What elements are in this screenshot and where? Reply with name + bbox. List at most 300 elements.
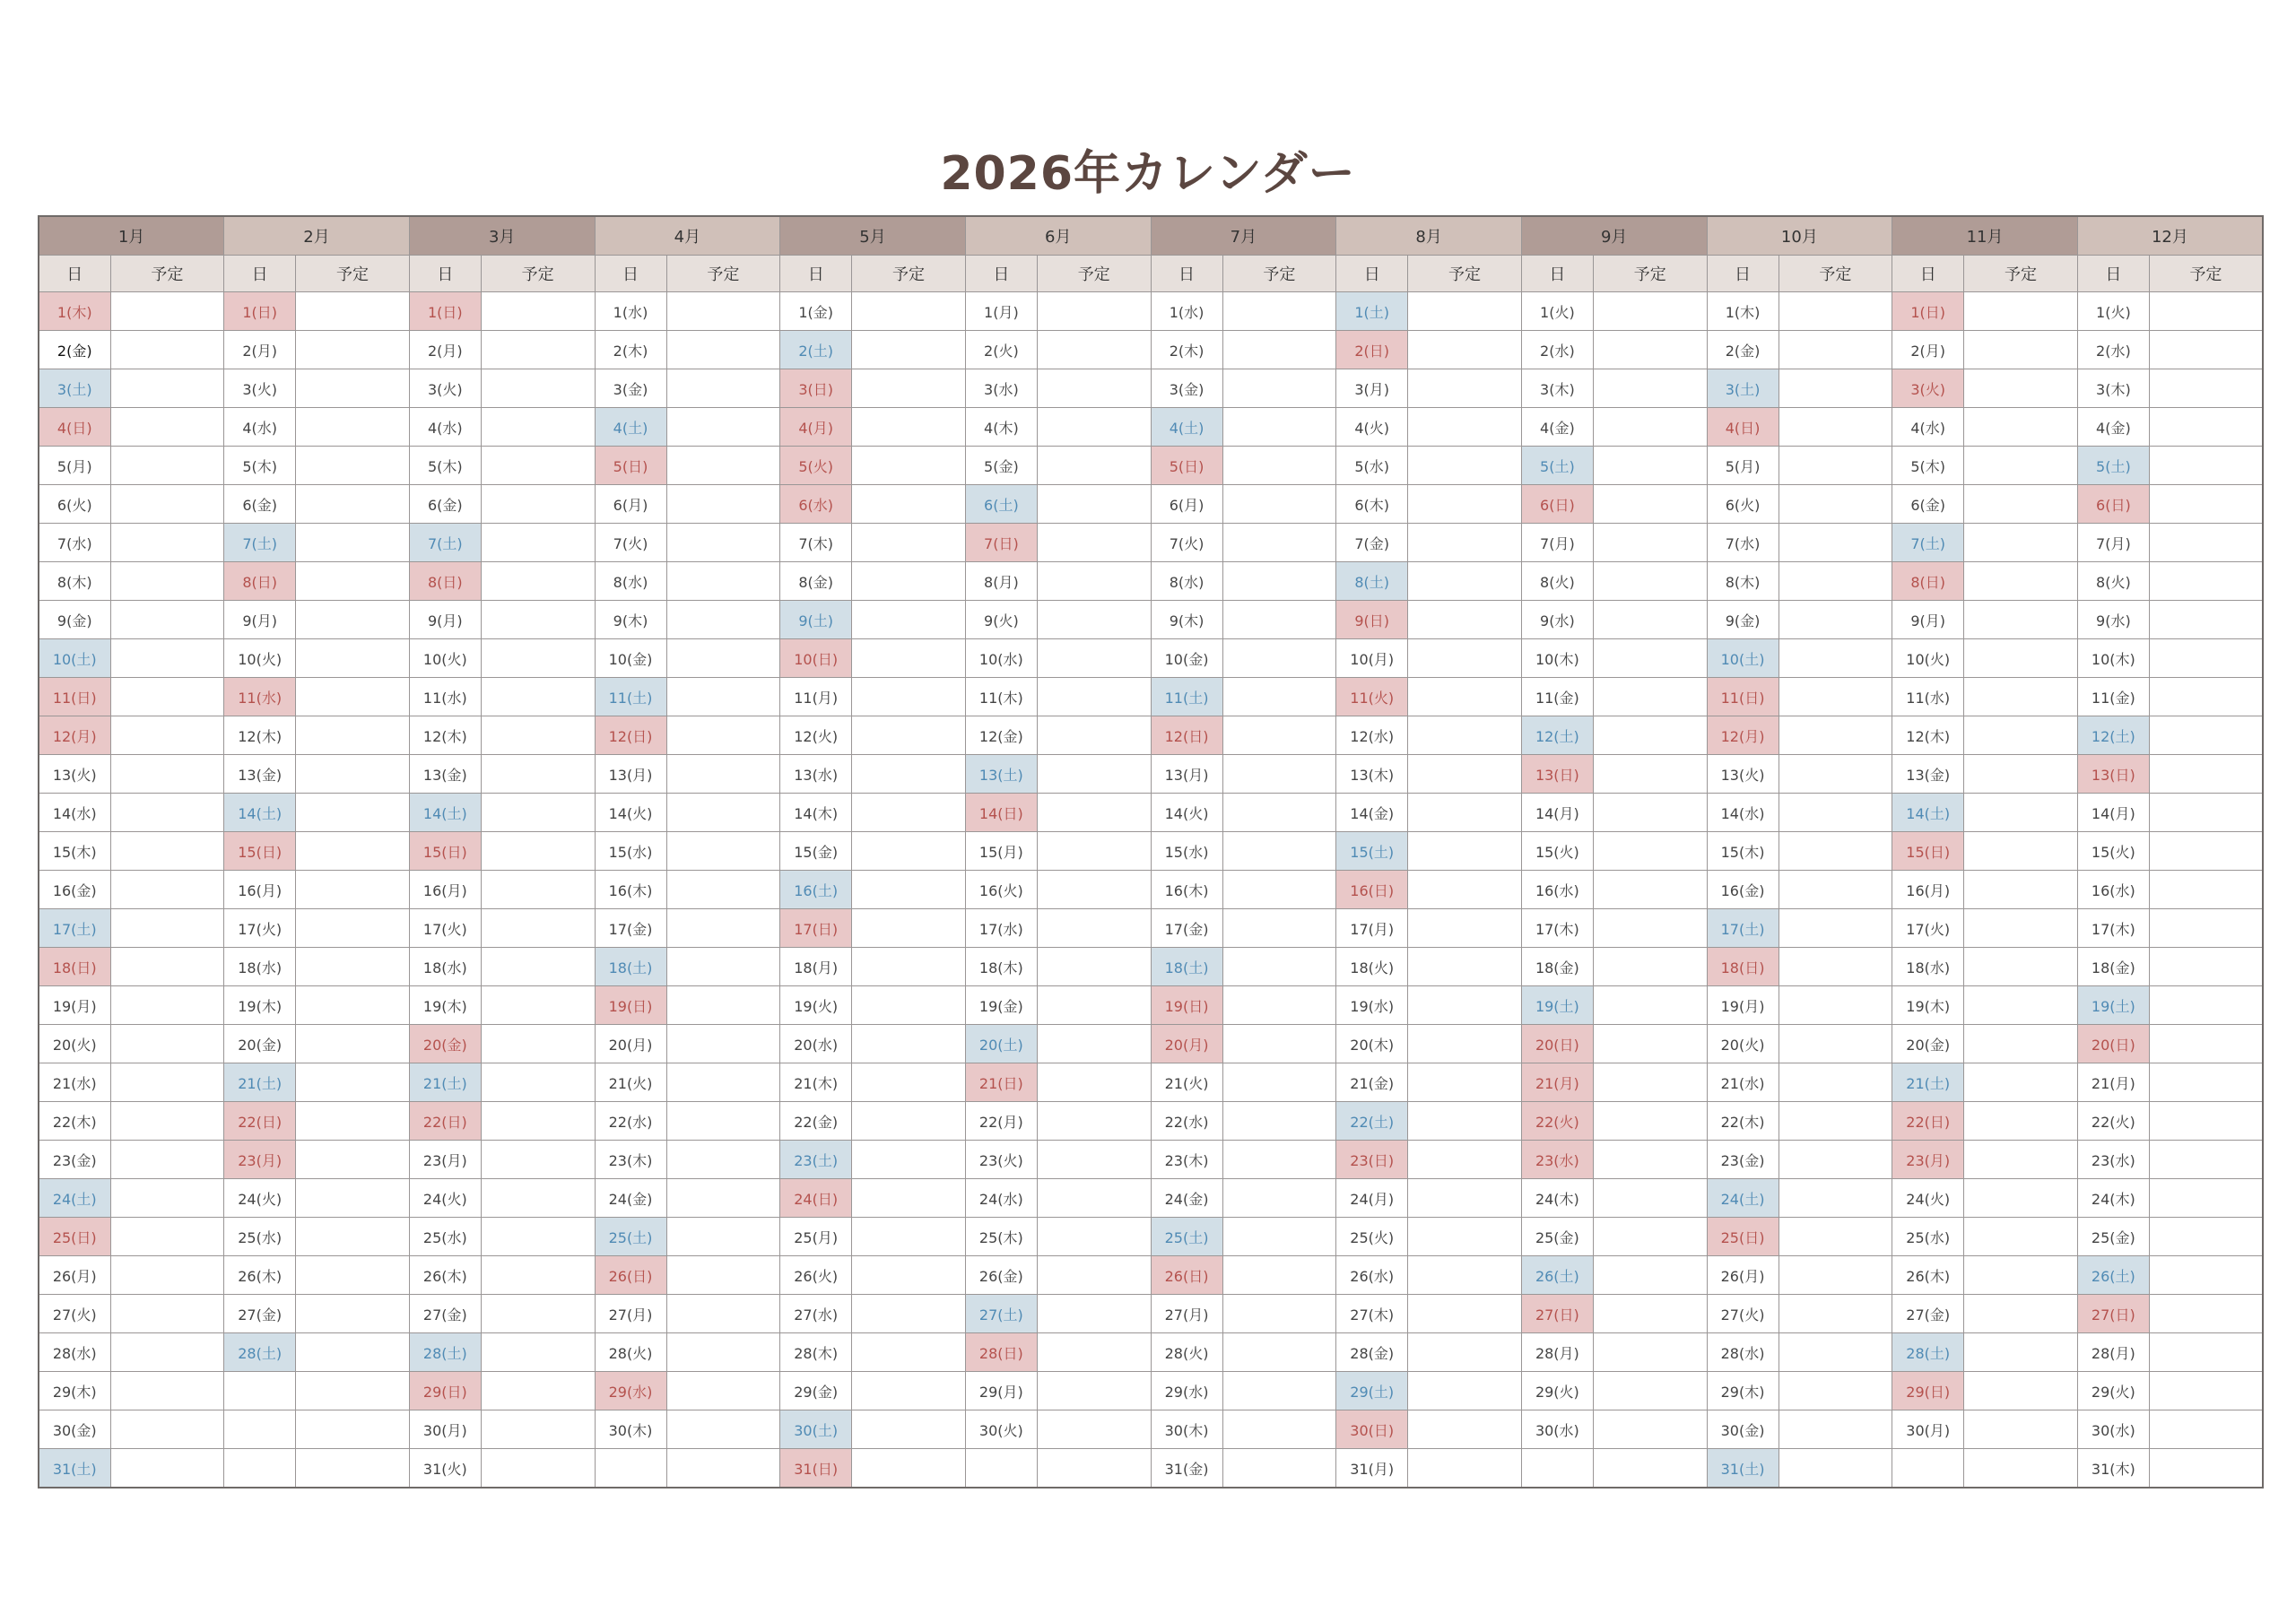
plan-cell[interactable] (666, 1179, 780, 1218)
plan-cell[interactable] (1964, 948, 2078, 986)
plan-cell[interactable] (1779, 1410, 1892, 1449)
plan-cell[interactable] (1964, 408, 2078, 447)
plan-cell[interactable] (110, 1449, 224, 1488)
plan-cell[interactable] (481, 1063, 595, 1102)
plan-cell[interactable] (1408, 678, 1522, 716)
plan-cell[interactable] (1222, 1063, 1336, 1102)
plan-cell[interactable] (852, 716, 966, 755)
plan-cell[interactable] (1037, 832, 1151, 871)
plan-cell[interactable] (666, 909, 780, 948)
plan-cell[interactable] (852, 485, 966, 524)
plan-cell[interactable] (1037, 562, 1151, 601)
plan-cell[interactable] (110, 794, 224, 832)
plan-cell[interactable] (481, 871, 595, 909)
plan-cell[interactable] (1222, 639, 1336, 678)
plan-cell[interactable] (110, 755, 224, 794)
plan-cell[interactable] (296, 1256, 410, 1295)
plan-cell[interactable] (481, 408, 595, 447)
plan-cell[interactable] (1408, 1141, 1522, 1179)
plan-cell[interactable] (1593, 794, 1707, 832)
plan-cell[interactable] (1964, 755, 2078, 794)
plan-cell[interactable] (1037, 601, 1151, 639)
plan-cell[interactable] (1779, 678, 1892, 716)
plan-cell[interactable] (852, 1102, 966, 1141)
plan-cell[interactable] (481, 1141, 595, 1179)
plan-cell[interactable] (2149, 447, 2263, 485)
plan-cell[interactable] (1964, 1179, 2078, 1218)
plan-cell[interactable] (1779, 524, 1892, 562)
plan-cell[interactable] (1779, 1256, 1892, 1295)
plan-cell[interactable] (1779, 1218, 1892, 1256)
plan-cell[interactable] (1779, 1333, 1892, 1372)
plan-cell[interactable] (481, 1295, 595, 1333)
plan-cell[interactable] (110, 1063, 224, 1102)
plan-cell[interactable] (852, 1333, 966, 1372)
plan-cell[interactable] (1037, 1025, 1151, 1063)
plan-cell[interactable] (1037, 948, 1151, 986)
plan-cell[interactable] (1408, 562, 1522, 601)
plan-cell[interactable] (110, 369, 224, 408)
plan-cell[interactable] (1037, 408, 1151, 447)
plan-cell[interactable] (666, 524, 780, 562)
plan-cell[interactable] (481, 1102, 595, 1141)
plan-cell[interactable] (1964, 447, 2078, 485)
plan-cell[interactable] (110, 1179, 224, 1218)
plan-cell[interactable] (110, 871, 224, 909)
plan-cell[interactable] (1964, 909, 2078, 948)
plan-cell[interactable] (1222, 1295, 1336, 1333)
plan-cell[interactable] (1408, 794, 1522, 832)
plan-cell[interactable] (852, 871, 966, 909)
plan-cell[interactable] (296, 1218, 410, 1256)
plan-cell[interactable] (666, 1333, 780, 1372)
plan-cell[interactable] (1593, 1295, 1707, 1333)
plan-cell[interactable] (1779, 986, 1892, 1025)
plan-cell[interactable] (1964, 292, 2078, 331)
plan-cell[interactable] (1222, 1179, 1336, 1218)
plan-cell[interactable] (110, 1295, 224, 1333)
plan-cell[interactable] (1593, 1102, 1707, 1141)
plan-cell[interactable] (296, 562, 410, 601)
plan-cell[interactable] (852, 1179, 966, 1218)
plan-cell[interactable] (1222, 986, 1336, 1025)
plan-cell[interactable] (481, 678, 595, 716)
plan-cell[interactable] (1408, 1333, 1522, 1372)
plan-cell[interactable] (296, 986, 410, 1025)
plan-cell[interactable] (1408, 871, 1522, 909)
plan-cell[interactable] (2149, 601, 2263, 639)
plan-cell[interactable] (852, 524, 966, 562)
plan-cell[interactable] (666, 1295, 780, 1333)
plan-cell[interactable] (852, 832, 966, 871)
plan-cell[interactable] (1037, 1372, 1151, 1410)
plan-cell[interactable] (1037, 1218, 1151, 1256)
plan-cell[interactable] (481, 1333, 595, 1372)
plan-cell[interactable] (1222, 1025, 1336, 1063)
plan-cell[interactable] (1593, 447, 1707, 485)
plan-cell[interactable] (666, 369, 780, 408)
plan-cell[interactable] (666, 601, 780, 639)
plan-cell[interactable] (1779, 755, 1892, 794)
plan-cell[interactable] (666, 1372, 780, 1410)
plan-cell[interactable] (852, 369, 966, 408)
plan-cell[interactable] (666, 1102, 780, 1141)
plan-cell[interactable] (1037, 755, 1151, 794)
plan-cell[interactable] (1037, 292, 1151, 331)
plan-cell[interactable] (296, 794, 410, 832)
plan-cell[interactable] (1408, 1256, 1522, 1295)
plan-cell[interactable] (1593, 331, 1707, 369)
plan-cell[interactable] (666, 1218, 780, 1256)
plan-cell[interactable] (1408, 369, 1522, 408)
plan-cell[interactable] (1593, 524, 1707, 562)
plan-cell[interactable] (1408, 832, 1522, 871)
plan-cell[interactable] (1037, 1141, 1151, 1179)
plan-cell[interactable] (1037, 639, 1151, 678)
plan-cell[interactable] (1408, 408, 1522, 447)
plan-cell[interactable] (1964, 369, 2078, 408)
plan-cell[interactable] (481, 986, 595, 1025)
plan-cell[interactable] (1222, 524, 1336, 562)
plan-cell[interactable] (110, 1333, 224, 1372)
plan-cell[interactable] (1779, 794, 1892, 832)
plan-cell[interactable] (2149, 794, 2263, 832)
plan-cell[interactable] (852, 755, 966, 794)
plan-cell[interactable] (1222, 447, 1336, 485)
plan-cell[interactable] (1964, 1295, 2078, 1333)
plan-cell[interactable] (852, 794, 966, 832)
plan-cell[interactable] (666, 1141, 780, 1179)
plan-cell[interactable] (1779, 716, 1892, 755)
plan-cell[interactable] (1593, 1333, 1707, 1372)
plan-cell[interactable] (852, 1449, 966, 1488)
plan-cell[interactable] (1593, 948, 1707, 986)
plan-cell[interactable] (296, 524, 410, 562)
plan-cell[interactable] (2149, 1025, 2263, 1063)
plan-cell[interactable] (666, 794, 780, 832)
plan-cell[interactable] (1779, 408, 1892, 447)
plan-cell[interactable] (1222, 601, 1336, 639)
plan-cell[interactable] (1964, 1141, 2078, 1179)
plan-cell[interactable] (1779, 1449, 1892, 1488)
plan-cell[interactable] (296, 909, 410, 948)
plan-cell[interactable] (481, 1449, 595, 1488)
plan-cell[interactable] (1408, 639, 1522, 678)
plan-cell[interactable] (852, 1063, 966, 1102)
plan-cell[interactable] (852, 1025, 966, 1063)
plan-cell[interactable] (1222, 1256, 1336, 1295)
plan-cell[interactable] (1037, 1102, 1151, 1141)
plan-cell[interactable] (1408, 716, 1522, 755)
plan-cell[interactable] (1964, 1256, 2078, 1295)
plan-cell[interactable] (2149, 716, 2263, 755)
plan-cell[interactable] (852, 948, 966, 986)
plan-cell[interactable] (481, 447, 595, 485)
plan-cell[interactable] (666, 716, 780, 755)
plan-cell[interactable] (481, 755, 595, 794)
plan-cell[interactable] (1779, 909, 1892, 948)
plan-cell[interactable] (2149, 639, 2263, 678)
plan-cell[interactable] (666, 447, 780, 485)
plan-cell[interactable] (666, 1063, 780, 1102)
plan-cell[interactable] (1408, 1449, 1522, 1488)
plan-cell[interactable] (1222, 678, 1336, 716)
plan-cell[interactable] (1779, 369, 1892, 408)
plan-cell[interactable] (1593, 369, 1707, 408)
plan-cell[interactable] (2149, 1141, 2263, 1179)
plan-cell[interactable] (110, 909, 224, 948)
plan-cell[interactable] (1408, 292, 1522, 331)
plan-cell[interactable] (852, 562, 966, 601)
plan-cell[interactable] (1779, 1295, 1892, 1333)
plan-cell[interactable] (1037, 1063, 1151, 1102)
plan-cell[interactable] (296, 1063, 410, 1102)
plan-cell[interactable] (1964, 871, 2078, 909)
plan-cell[interactable] (852, 331, 966, 369)
plan-cell[interactable] (2149, 1410, 2263, 1449)
plan-cell[interactable] (1593, 871, 1707, 909)
plan-cell[interactable] (110, 1102, 224, 1141)
plan-cell[interactable] (110, 447, 224, 485)
plan-cell[interactable] (1222, 1410, 1336, 1449)
plan-cell[interactable] (1593, 562, 1707, 601)
plan-cell[interactable] (1037, 485, 1151, 524)
plan-cell[interactable] (110, 1025, 224, 1063)
plan-cell[interactable] (110, 1410, 224, 1449)
plan-cell[interactable] (1408, 1295, 1522, 1333)
plan-cell[interactable] (296, 716, 410, 755)
plan-cell[interactable] (1408, 948, 1522, 986)
plan-cell[interactable] (481, 562, 595, 601)
plan-cell[interactable] (110, 292, 224, 331)
plan-cell[interactable] (481, 794, 595, 832)
plan-cell[interactable] (1964, 832, 2078, 871)
plan-cell[interactable] (666, 1410, 780, 1449)
plan-cell[interactable] (852, 986, 966, 1025)
plan-cell[interactable] (2149, 871, 2263, 909)
plan-cell[interactable] (296, 408, 410, 447)
plan-cell[interactable] (1408, 909, 1522, 948)
plan-cell[interactable] (666, 485, 780, 524)
plan-cell[interactable] (296, 678, 410, 716)
plan-cell[interactable] (1593, 1372, 1707, 1410)
plan-cell[interactable] (296, 755, 410, 794)
plan-cell[interactable] (1222, 794, 1336, 832)
plan-cell[interactable] (1408, 1063, 1522, 1102)
plan-cell[interactable] (666, 871, 780, 909)
plan-cell[interactable] (666, 408, 780, 447)
plan-cell[interactable] (296, 601, 410, 639)
plan-cell[interactable] (1593, 1141, 1707, 1179)
plan-cell[interactable] (1037, 369, 1151, 408)
plan-cell[interactable] (110, 832, 224, 871)
plan-cell[interactable] (1964, 1025, 2078, 1063)
plan-cell[interactable] (481, 1372, 595, 1410)
plan-cell[interactable] (481, 832, 595, 871)
plan-cell[interactable] (1593, 755, 1707, 794)
plan-cell[interactable] (1593, 1063, 1707, 1102)
plan-cell[interactable] (1593, 986, 1707, 1025)
plan-cell[interactable] (1037, 447, 1151, 485)
plan-cell[interactable] (2149, 1295, 2263, 1333)
plan-cell[interactable] (1964, 794, 2078, 832)
plan-cell[interactable] (110, 639, 224, 678)
plan-cell[interactable] (481, 716, 595, 755)
plan-cell[interactable] (481, 1179, 595, 1218)
plan-cell[interactable] (666, 562, 780, 601)
plan-cell[interactable] (110, 562, 224, 601)
plan-cell[interactable] (1964, 1372, 2078, 1410)
plan-cell[interactable] (2149, 909, 2263, 948)
plan-cell[interactable] (1408, 524, 1522, 562)
plan-cell[interactable] (296, 485, 410, 524)
plan-cell[interactable] (852, 1295, 966, 1333)
plan-cell[interactable] (1964, 1333, 2078, 1372)
plan-cell[interactable] (481, 909, 595, 948)
plan-cell[interactable] (1779, 1063, 1892, 1102)
plan-cell[interactable] (1222, 562, 1336, 601)
plan-cell[interactable] (852, 292, 966, 331)
plan-cell[interactable] (666, 1256, 780, 1295)
plan-cell[interactable] (1408, 447, 1522, 485)
plan-cell[interactable] (1222, 292, 1336, 331)
plan-cell[interactable] (1222, 832, 1336, 871)
plan-cell[interactable] (1779, 1179, 1892, 1218)
plan-cell[interactable] (852, 1410, 966, 1449)
plan-cell[interactable] (1037, 909, 1151, 948)
plan-cell[interactable] (1964, 678, 2078, 716)
plan-cell[interactable] (2149, 1333, 2263, 1372)
plan-cell[interactable] (110, 986, 224, 1025)
plan-cell[interactable] (481, 1025, 595, 1063)
plan-cell[interactable] (1408, 1179, 1522, 1218)
plan-cell[interactable] (2149, 948, 2263, 986)
plan-cell[interactable] (1222, 755, 1336, 794)
plan-cell[interactable] (2149, 1218, 2263, 1256)
plan-cell[interactable] (1037, 871, 1151, 909)
plan-cell[interactable] (296, 948, 410, 986)
plan-cell[interactable] (2149, 1372, 2263, 1410)
plan-cell[interactable] (2149, 562, 2263, 601)
plan-cell[interactable] (1408, 1102, 1522, 1141)
plan-cell[interactable] (666, 331, 780, 369)
plan-cell[interactable] (2149, 1179, 2263, 1218)
plan-cell[interactable] (1037, 1179, 1151, 1218)
plan-cell[interactable] (481, 639, 595, 678)
plan-cell[interactable] (1222, 716, 1336, 755)
plan-cell[interactable] (2149, 1449, 2263, 1488)
plan-cell[interactable] (1593, 678, 1707, 716)
plan-cell[interactable] (666, 948, 780, 986)
plan-cell[interactable] (1964, 639, 2078, 678)
plan-cell[interactable] (1222, 1102, 1336, 1141)
plan-cell[interactable] (1408, 986, 1522, 1025)
plan-cell[interactable] (2149, 755, 2263, 794)
plan-cell[interactable] (110, 485, 224, 524)
plan-cell[interactable] (296, 1141, 410, 1179)
plan-cell[interactable] (1964, 485, 2078, 524)
plan-cell[interactable] (1593, 485, 1707, 524)
plan-cell[interactable] (1408, 1025, 1522, 1063)
plan-cell[interactable] (1779, 447, 1892, 485)
plan-cell[interactable] (110, 524, 224, 562)
plan-cell[interactable] (110, 1256, 224, 1295)
plan-cell[interactable] (110, 331, 224, 369)
plan-cell[interactable] (1593, 408, 1707, 447)
plan-cell[interactable] (1222, 369, 1336, 408)
plan-cell[interactable] (2149, 369, 2263, 408)
plan-cell[interactable] (1037, 678, 1151, 716)
plan-cell[interactable] (666, 678, 780, 716)
plan-cell[interactable] (1964, 986, 2078, 1025)
plan-cell[interactable] (1593, 1410, 1707, 1449)
plan-cell[interactable] (296, 1179, 410, 1218)
plan-cell[interactable] (1408, 601, 1522, 639)
plan-cell[interactable] (1037, 716, 1151, 755)
plan-cell[interactable] (296, 331, 410, 369)
plan-cell[interactable] (1779, 331, 1892, 369)
plan-cell[interactable] (1037, 331, 1151, 369)
plan-cell[interactable] (296, 447, 410, 485)
plan-cell[interactable] (666, 639, 780, 678)
plan-cell[interactable] (110, 716, 224, 755)
plan-cell[interactable] (2149, 678, 2263, 716)
plan-cell[interactable] (852, 1218, 966, 1256)
plan-cell[interactable] (481, 1256, 595, 1295)
plan-cell[interactable] (1222, 331, 1336, 369)
plan-cell[interactable] (852, 408, 966, 447)
plan-cell[interactable] (1593, 601, 1707, 639)
plan-cell[interactable] (296, 292, 410, 331)
plan-cell[interactable] (481, 331, 595, 369)
plan-cell[interactable] (1779, 485, 1892, 524)
plan-cell[interactable] (1408, 331, 1522, 369)
plan-cell[interactable] (1964, 524, 2078, 562)
plan-cell[interactable] (296, 1333, 410, 1372)
plan-cell[interactable] (1593, 1179, 1707, 1218)
plan-cell[interactable] (296, 369, 410, 408)
plan-cell[interactable] (2149, 1102, 2263, 1141)
plan-cell[interactable] (666, 755, 780, 794)
plan-cell[interactable] (2149, 485, 2263, 524)
plan-cell[interactable] (852, 1256, 966, 1295)
plan-cell[interactable] (1222, 1141, 1336, 1179)
plan-cell[interactable] (1779, 562, 1892, 601)
plan-cell[interactable] (2149, 1256, 2263, 1295)
plan-cell[interactable] (1222, 1218, 1336, 1256)
plan-cell[interactable] (1593, 639, 1707, 678)
plan-cell[interactable] (1779, 1141, 1892, 1179)
plan-cell[interactable] (1037, 524, 1151, 562)
plan-cell[interactable] (481, 369, 595, 408)
plan-cell[interactable] (1408, 485, 1522, 524)
plan-cell[interactable] (481, 485, 595, 524)
plan-cell[interactable] (1408, 1410, 1522, 1449)
plan-cell[interactable] (666, 292, 780, 331)
plan-cell[interactable] (666, 1025, 780, 1063)
plan-cell[interactable] (1037, 1256, 1151, 1295)
plan-cell[interactable] (666, 832, 780, 871)
plan-cell[interactable] (852, 447, 966, 485)
plan-cell[interactable] (2149, 1063, 2263, 1102)
plan-cell[interactable] (1779, 601, 1892, 639)
plan-cell[interactable] (852, 1141, 966, 1179)
plan-cell[interactable] (1964, 1063, 2078, 1102)
plan-cell[interactable] (852, 639, 966, 678)
plan-cell[interactable] (1222, 1372, 1336, 1410)
plan-cell[interactable] (1779, 1372, 1892, 1410)
plan-cell[interactable] (2149, 832, 2263, 871)
